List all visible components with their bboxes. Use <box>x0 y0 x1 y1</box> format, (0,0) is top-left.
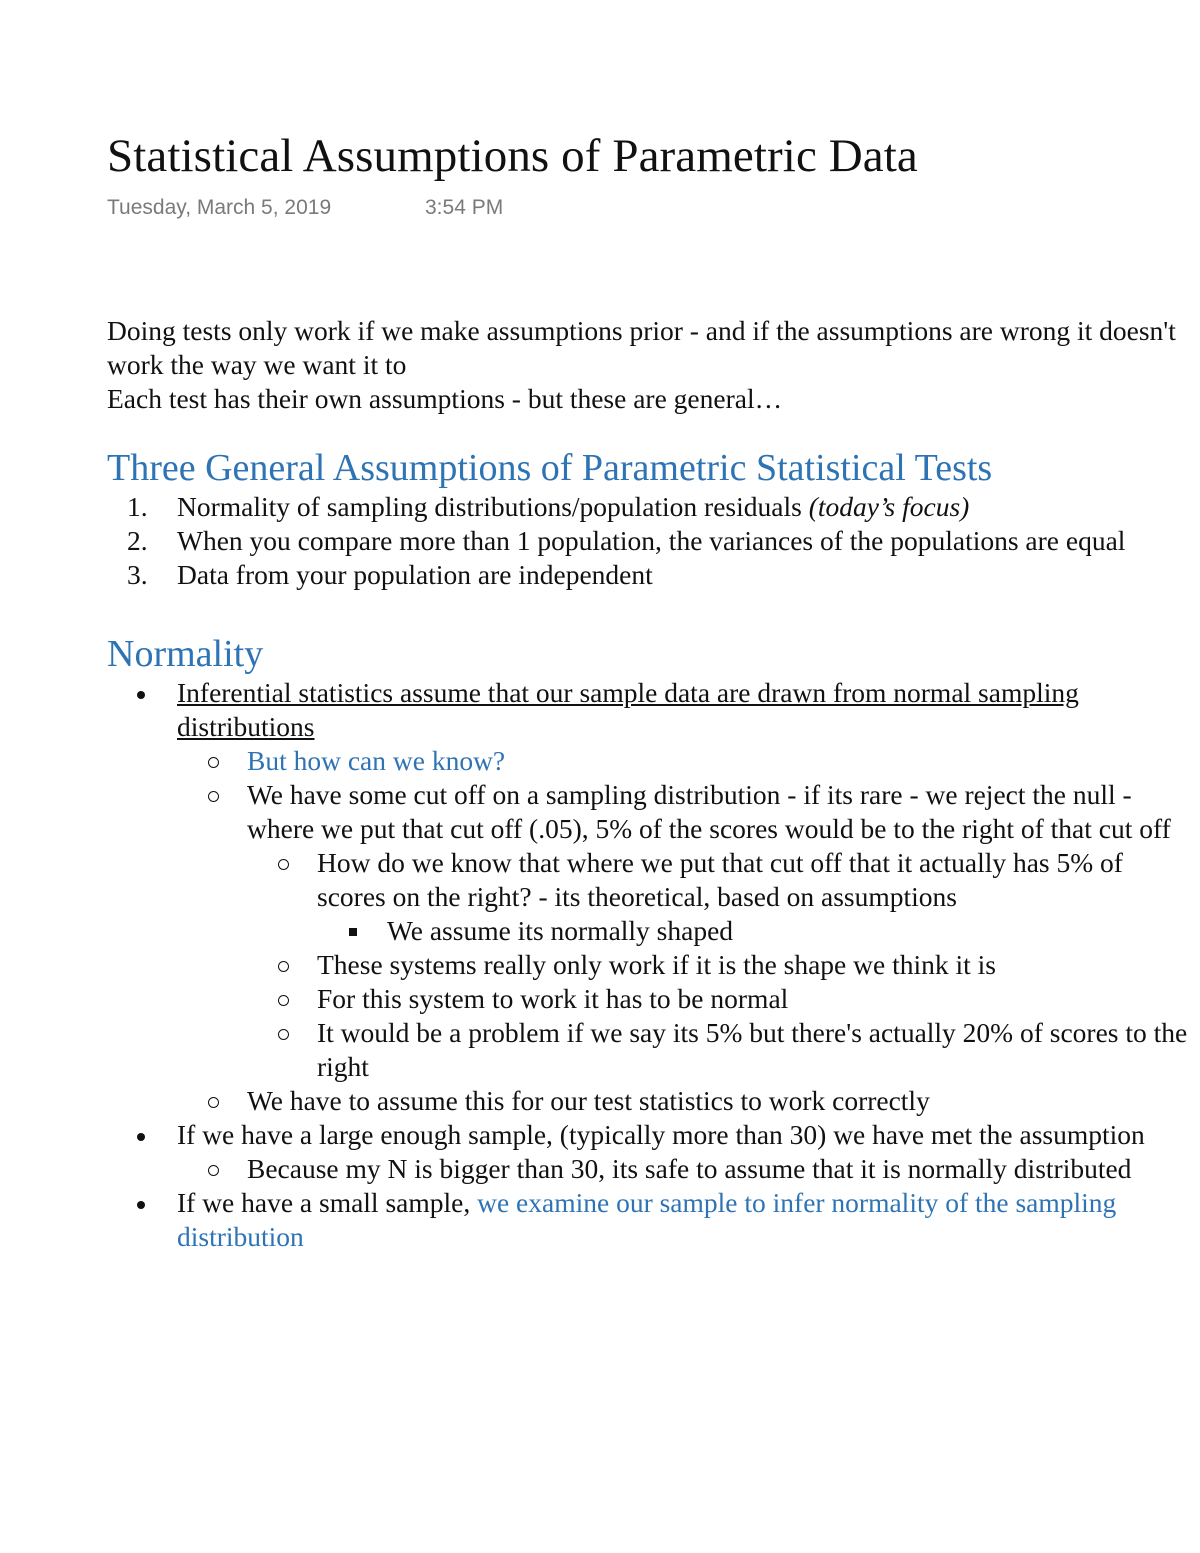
bullet-icon <box>137 1133 145 1141</box>
circle-bullet-icon <box>208 757 219 768</box>
bullet-icon <box>137 691 145 699</box>
list-item <box>107 524 1192 558</box>
list-item-text: These systems really only work if it is the shape we think it is <box>317 949 996 980</box>
list-item <box>107 558 1192 592</box>
assumptions-list <box>107 490 1192 592</box>
list-item-text: Inferential statistics assume that our sample data are drawn from normal sampling distributions <box>177 677 1079 742</box>
list-item <box>317 914 1192 948</box>
list-item-emphasis: (today’s focus) <box>808 491 970 522</box>
note-date: Tuesday, March 5, 2019 <box>107 196 332 219</box>
list-item <box>247 982 1192 1016</box>
list-item-text: We have some cut off on a sampling distribution - if its rare - we reject the null - where we put that cut off (.05), 5% of the scores would be to the right of that cut off <box>247 779 1171 844</box>
sub-list <box>317 914 1192 948</box>
sub-list <box>177 744 1192 1118</box>
list-item <box>107 676 1192 1118</box>
list-item-text: If we have a large enough sample, (typically more than 30) we have met the assumption <box>177 1119 1145 1150</box>
list-item-text: If we have a small sample, <box>177 1187 478 1218</box>
list-item-text: Data from your population are independent <box>177 559 653 590</box>
section-heading-normality: Normality <box>107 633 264 675</box>
list-item <box>107 1118 1192 1186</box>
page-title: Statistical Assumptions of Parametric Data <box>107 130 918 182</box>
list-item-text: It would be a problem if we say its 5% but there's actually 20% of scores to the right <box>317 1017 1188 1082</box>
section-heading-assumptions: Three General Assumptions of Parametric Statistical Tests <box>107 447 993 489</box>
note-time: 3:54 PM <box>425 196 504 219</box>
list-item <box>107 490 1192 524</box>
sub-list <box>247 846 1192 1084</box>
list-item-text: We have to assume this for our test statistics to work correctly <box>247 1085 930 1116</box>
list-item-text: How do we know that where we put that cut off that it actually has 5% of scores on the right? - its theoretical, based on assumptions <box>317 847 1123 912</box>
list-item-text: Because my N is bigger than 30, its safe to assume that it is normally distributed <box>247 1153 1132 1184</box>
circle-bullet-icon <box>208 791 219 802</box>
sub-list <box>177 1152 1192 1186</box>
list-item <box>177 1084 1192 1118</box>
circle-bullet-icon <box>278 1029 289 1040</box>
circle-bullet-icon <box>278 961 289 972</box>
page-metadata <box>107 194 504 222</box>
circle-bullet-icon <box>208 1097 219 1108</box>
note-body <box>107 314 1192 1254</box>
list-item <box>177 778 1192 1084</box>
list-item-text: We assume its normally shaped <box>387 915 734 946</box>
intro-paragraph-2: Each test has their own assumptions - but these are general… <box>107 383 783 414</box>
list-item <box>177 1152 1192 1186</box>
bullet-icon <box>137 1201 145 1209</box>
list-number: 2. <box>127 525 148 556</box>
list-item-text: For this system to work it has to be normal <box>317 983 789 1014</box>
square-bullet-icon <box>349 928 357 936</box>
list-number: 3. <box>127 559 148 590</box>
circle-bullet-icon <box>208 1165 219 1176</box>
list-item <box>177 744 1192 778</box>
list-item-text: When you compare more than 1 population, the variances of the populations are equal <box>177 525 1126 556</box>
circle-bullet-icon <box>278 995 289 1006</box>
list-item <box>247 846 1192 948</box>
list-item <box>107 1186 1192 1254</box>
intro-paragraph-1: Doing tests only work if we make assumptions prior - and if the assumptions are wrong it doesn't work the way we want it to <box>107 315 1176 380</box>
list-item-text: But how can we know? <box>247 745 506 776</box>
list-item-link-text: we examine our sample to infer normality of the sampling distribution <box>177 1187 1117 1252</box>
list-number: 1. <box>127 491 148 522</box>
list-item <box>247 948 1192 982</box>
list-item <box>247 1016 1192 1084</box>
list-item-text: Normality of sampling distributions/population residuals <box>177 491 809 522</box>
normality-list <box>107 676 1192 1254</box>
circle-bullet-icon <box>278 859 289 870</box>
